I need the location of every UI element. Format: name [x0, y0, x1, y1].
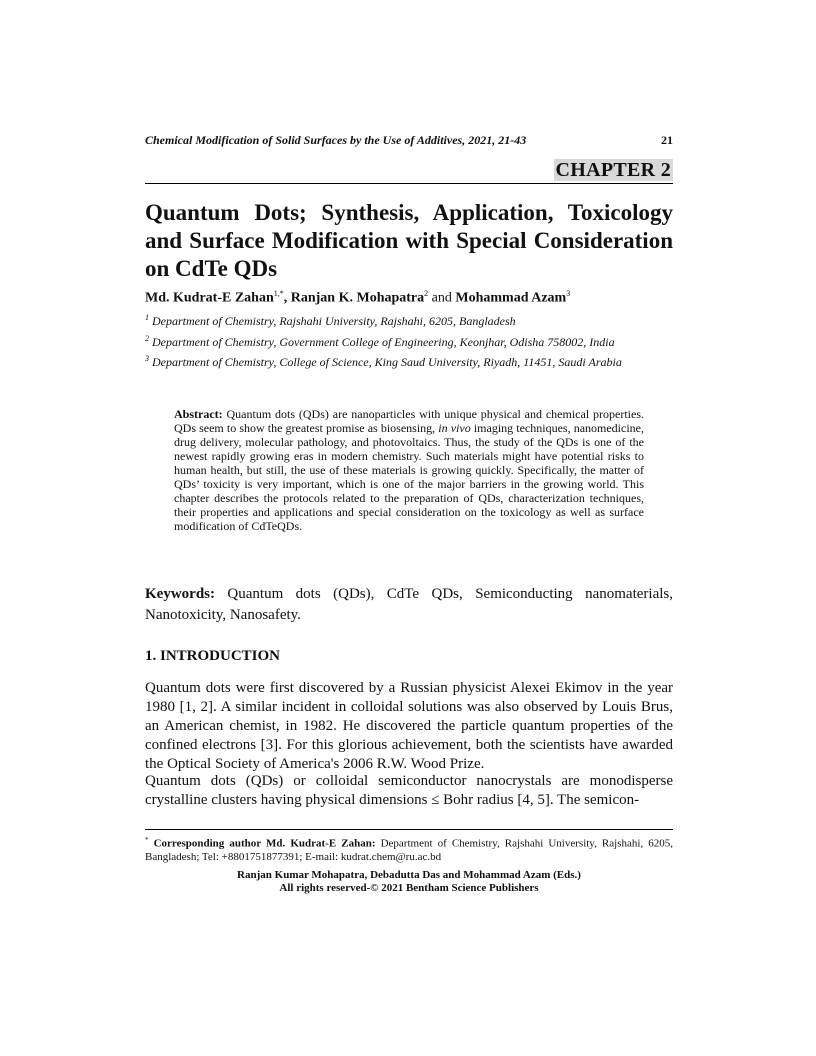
abstract-label: Abstract:	[174, 407, 223, 421]
author-1-sup: 1,*	[273, 289, 284, 298]
author-1: Md. Kudrat-E Zahan	[145, 290, 274, 306]
abstract-italic: in vivo	[438, 421, 471, 435]
paragraph-2: Quantum dots (QDs) or colloidal semiconductor nanocrystals are monodisperse crystalline clusters having physical dimensions ≤ Bohr radius [4, 5]. The semicon-	[145, 773, 673, 808]
affiliation-3-sup: 3	[145, 354, 149, 363]
paper-title: Quantum Dots; Synthesis, Application, Toxicology and Surface Modification with Special Consideration on CdTe QDs	[145, 200, 673, 281]
footnote-rule	[145, 829, 673, 830]
section-heading: 1. INTRODUCTION	[145, 648, 281, 664]
affiliation-1	[145, 310, 673, 329]
affiliation-3-text: Department of Chemistry, College of Science, King Saud University, Riyadh, 11451, Saudi Arabia	[149, 355, 622, 369]
author-2: Ranjan K. Mohapatra	[290, 290, 425, 306]
chapter-rule	[145, 183, 673, 184]
affiliation-1-text: Department of Chemistry, Rajshahi University, Rajshahi, 6205, Bangladesh	[149, 314, 516, 328]
book-year-pages: , 2021, 21-43	[462, 133, 527, 147]
running-head	[145, 133, 673, 148]
rights-line: All rights reserved-© 2021 Bentham Science Publishers	[279, 882, 539, 894]
chapter-text: CHAPTER 2	[555, 159, 671, 181]
abstract-text-2: imaging techniques, nanomedicine, drug delivery, molecular pathology, and photovoltaics. Thus, the study of the QDs is one of the newest rapidly growing eras in modern chemistry. Such materials might have potential risks to human health, but still, the use of these materials is growing quickly. Specifically, the matter of QDs’ toxicity is very important, which is one of the major barriers in the growing world. This chapter describes the protocols related to the preparation of QDs, characterization techniques, their properties and applications and special consideration on the toxicology as well as surface modification of CdTeQDs.	[174, 421, 644, 533]
editors-line: Ranjan Kumar Mohapatra, Debadutta Das and Mohammad Azam (Eds.)	[237, 869, 581, 881]
affiliation-3	[145, 351, 673, 370]
footnote	[145, 834, 673, 864]
author-sep: ,	[283, 290, 291, 306]
paragraph-1: Quantum dots were first discovered by a Russian physicist Alexei Ekimov in the year 1980 [1, 2]. A similar incident in colloidal solutions was also observed by Louis Brus, an American chemist, in 1982. He discovered the particle quantum properties of the confined electrons [3]. For this glorious achievement, both the scientists have awarded the Optical Society of America's 2006 R.W. Wood Prize.	[145, 680, 673, 772]
keywords-text: Quantum dots (QDs), CdTe QDs, Semiconducting nanomaterials, Nanotoxicity, Nanosafety.	[145, 586, 673, 623]
chapter-label	[145, 159, 673, 182]
publisher-block	[145, 869, 673, 895]
affiliation-1-sup: 1	[145, 313, 149, 322]
author-3: Mohammad Azam	[455, 290, 567, 306]
abstract-text-1: Quantum dots (QDs) are nanoparticles with unique physical and chemical properties. QDs seem to show the greatest promise as biosensing,	[174, 407, 644, 435]
author-3-sup: 3	[566, 289, 571, 298]
book-title: Chemical Modification of Solid Surfaces by the Use of Additives	[145, 133, 463, 147]
footnote-text: Department of Chemistry, Rajshahi University, Rajshahi, 6205, Bangladesh; Tel: +8801751877391; E-mail: kudrat.chem@ru.ac.bd	[145, 837, 673, 863]
author-and: and	[428, 290, 456, 306]
page-number: 21	[661, 133, 673, 147]
affiliation-2-sup: 2	[145, 334, 149, 343]
affiliation-2	[145, 331, 673, 350]
affiliation-2-text: Department of Chemistry, Government College of Engineering, Keonjhar, Odisha 758002, India	[149, 335, 615, 349]
author-2-sup: 2	[424, 289, 429, 298]
keywords	[145, 584, 673, 626]
footnote-sup: *	[145, 836, 149, 844]
footnote-label: Corresponding author Md. Kudrat-E Zahan:	[148, 837, 376, 850]
author-line	[145, 289, 673, 307]
keywords-label: Keywords:	[145, 586, 215, 602]
abstract	[174, 407, 644, 533]
